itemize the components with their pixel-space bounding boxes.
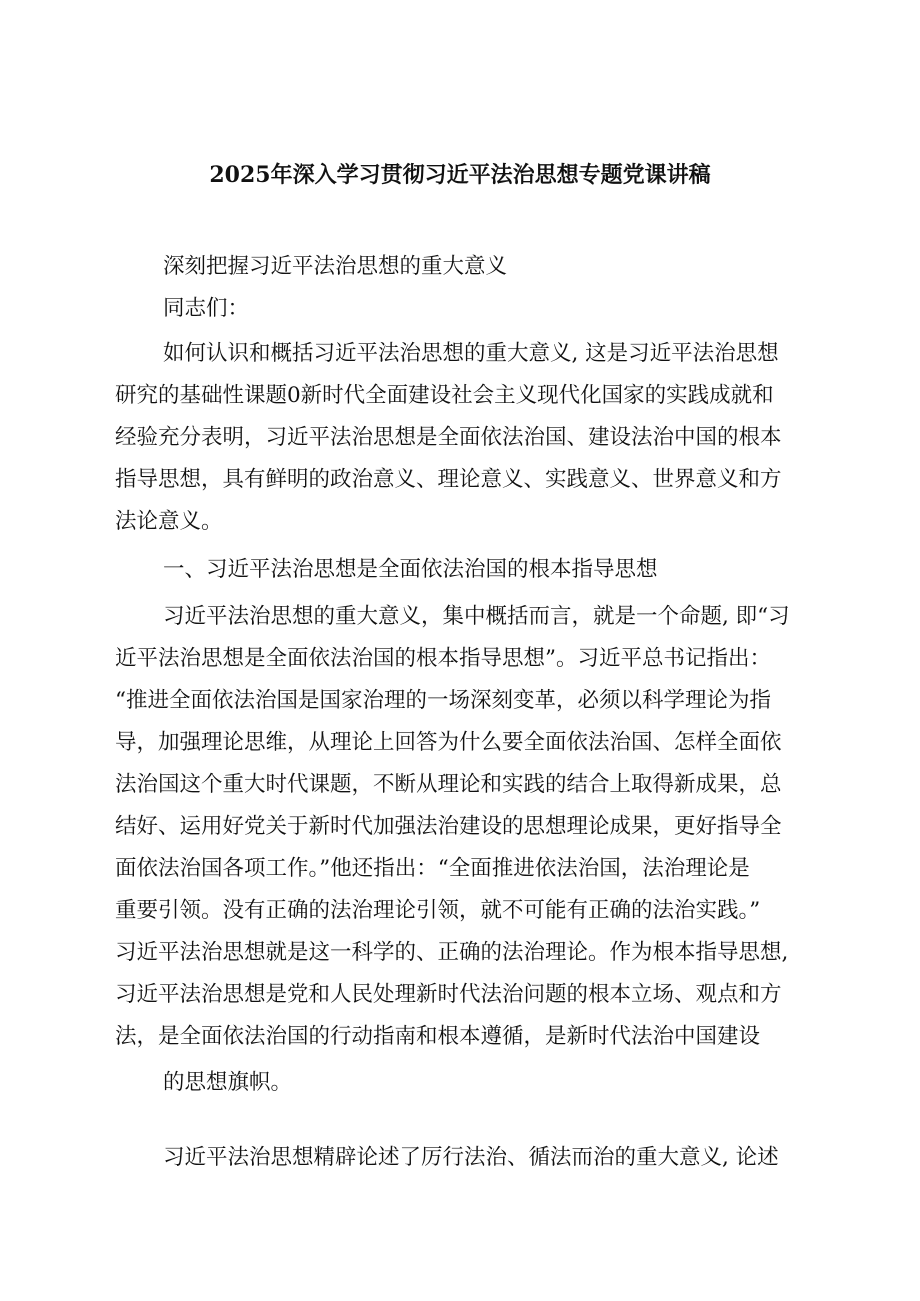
paragraph-2-line: 法治国这个重大时代课题，不断从理论和实践的结合上取得新成果，总 [115,772,782,797]
paragraph-1-line: 法论意义。 [115,509,223,534]
paragraph-2-line: 导，加强理论思维，从理论上回答为什么要全面依法治国、怎样全面依 [115,730,782,755]
paragraph-2-tail: 的思想旗帜。 [163,1070,293,1095]
salutation: 同志们： [163,296,250,321]
paragraph-1-line: 如何认识和概括习近平法治思想的重大意义, 这是习近平法治思想 [163,341,779,366]
paragraph-2-line: 面依法治国各项工作。”他还指出：“全面推进依法治国，法治理论是 [115,856,750,881]
paragraph-1-line: 指导思想，具有鲜明的政治意义、理论意义、实践意义、世界意义和方 [115,467,782,492]
paragraph-2-line: 习近平法治思想是党和人民处理新时代法治问题的根本立场、观点和方 [115,982,782,1007]
paragraph-1-line: 研究的基础性课题0新时代全面建设社会主义现代化国家的实践成就和 [115,383,774,408]
paragraph-2-line: 结好、运用好党关于新时代加强法治建设的思想理论成果，更好指导全 [115,814,782,839]
section-heading-1: 一、习近平法治思想是全面依法治国的根本指导思想 [163,557,658,582]
paragraph-2-line: 近平法治思想是全面依法治国的根本指导思想”。习近平总书记指出： [115,646,771,671]
paragraph-2-line: “推进全面依法治国是国家治理的一场深刻变革，必须以科学理论为指 [115,688,771,713]
paragraph-1-line: 经验充分表明，习近平法治思想是全面依法治国、建设法治中国的根本 [115,425,782,450]
document-title: 2025年深入学习贯彻习近平法治思想专题党课讲稿 [209,162,711,188]
paragraph-3-line: 习近平法治思想精辟论述了厉行法治、循法而治的重大意义, 论述 [163,1145,779,1170]
paragraph-2-line: 习近平法治思想就是这一科学的、正确的法治理论。作为根本指导思想, [115,940,789,965]
paragraph-2-line: 法，是全面依法治国的行动指南和根本遵循，是新时代法治中国建设 [115,1024,761,1049]
paragraph-2-line: 习近平法治思想的重大意义，集中概括而言，就是一个命题, 即“习 [163,604,790,629]
paragraph-2-line: 重要引领。没有正确的法治理论引领，就不可能有正确的法治实践。” [115,898,761,923]
section-subtitle: 深刻把握习近平法治思想的重大意义 [163,254,508,279]
